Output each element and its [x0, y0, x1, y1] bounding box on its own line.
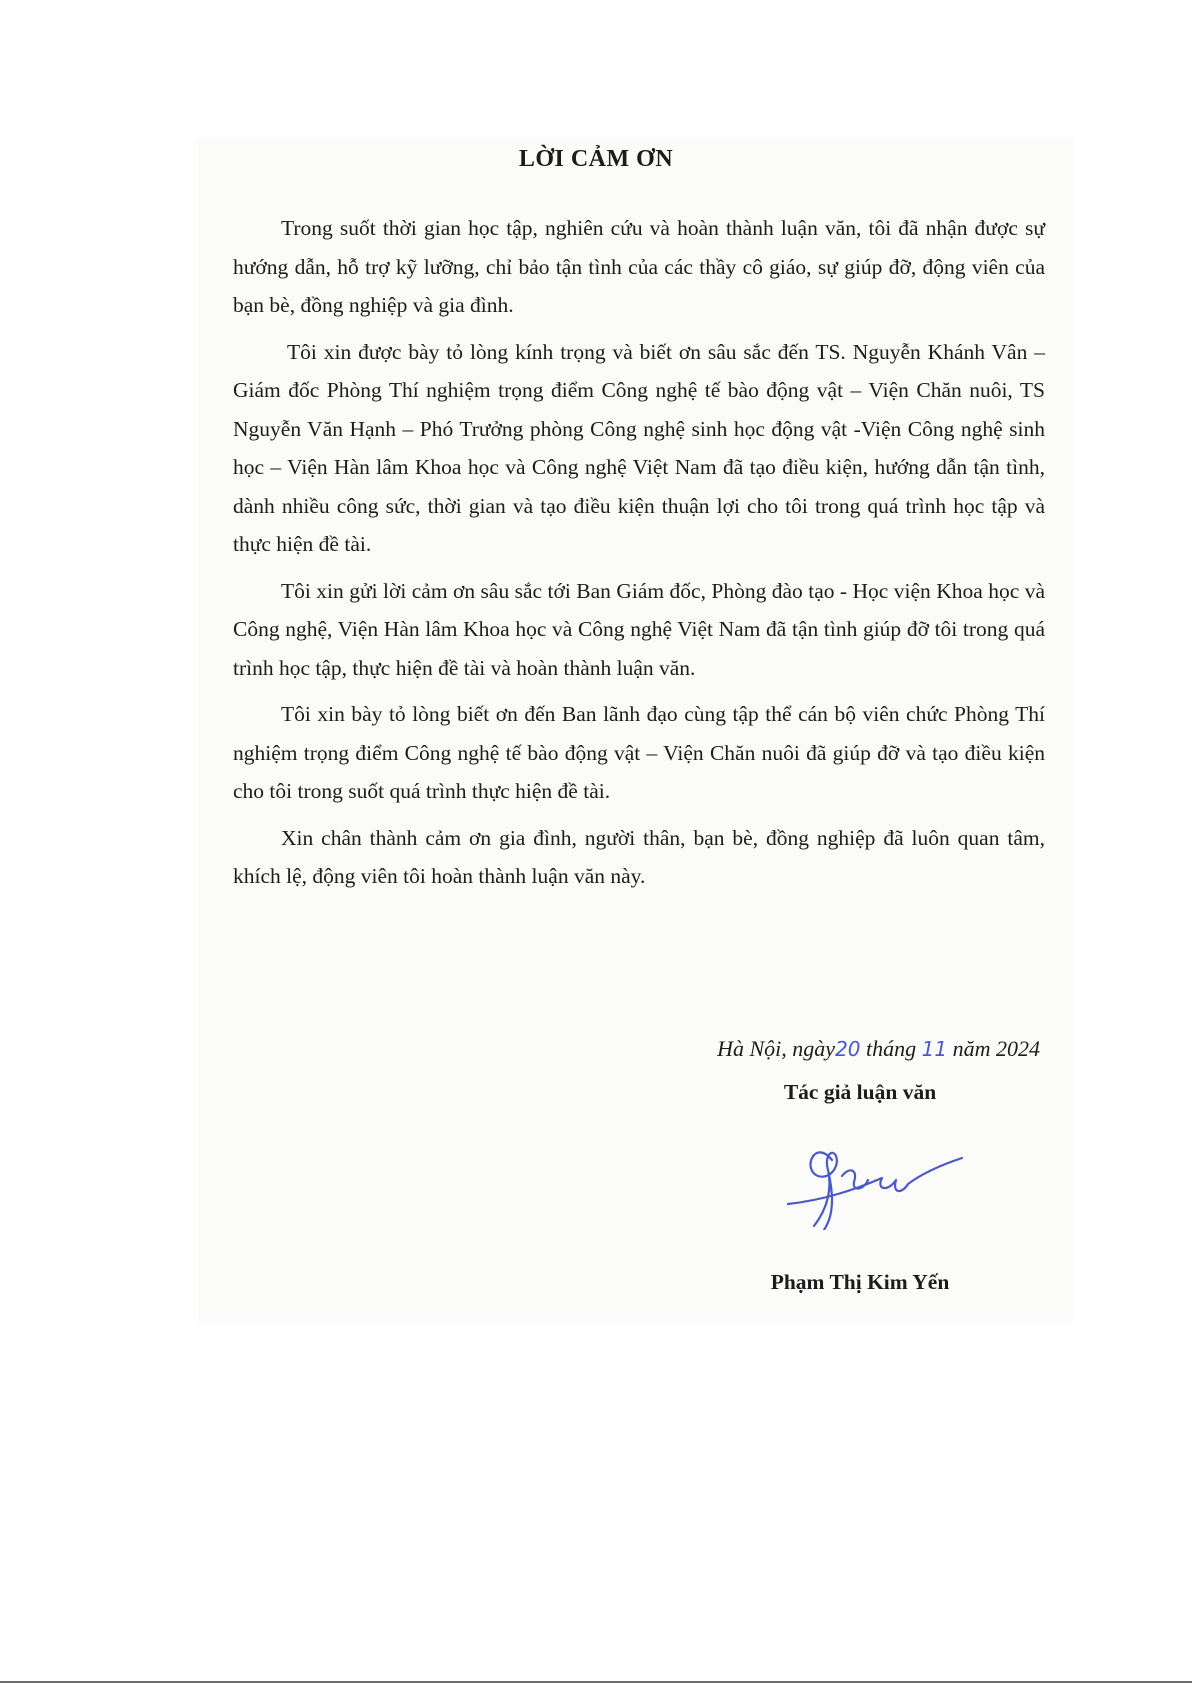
signature-stroke — [788, 1152, 962, 1230]
paragraph: Xin chân thành cảm ơn gia đình, người thân, bạn bè, đồng nghiệp đã luôn quan tâm, khích lệ, động viên tôi hoàn thành luận văn này. — [233, 825, 1045, 888]
signature-drawing — [784, 1130, 964, 1230]
acknowledgement-body — [233, 209, 1045, 904]
date-line — [600, 1036, 1040, 1062]
page-title: LỜI CẢM ƠN — [518, 146, 674, 172]
date-month-handwritten: 11 — [921, 1037, 948, 1061]
page-bottom-border — [0, 1681, 1192, 1683]
paragraph: Tôi xin bày tỏ lòng biết ơn đến Ban lãnh đạo cùng tập thể cán bộ viên chức Phòng Thí nghiệm trọng điểm Công nghệ tế bào động vật – Viện Chăn nuôi đã giúp đỡ và tạo điều kiện cho tôi trong suốt quá trình thực hiện đề tài. — [233, 702, 1045, 803]
paragraph: Tôi xin gửi lời cảm ơn sâu sắc tới Ban Giám đốc, Phòng đào tạo - Học viện Khoa học và Công nghệ, Viện Hàn lâm Khoa học và Công nghệ Việt Nam đã tận tình giúp đỡ tôi trong quá trình học tập, thực hiện đề tài và hoàn thành luận văn. — [233, 578, 1045, 680]
date-year: năm 2024 — [952, 1036, 1040, 1061]
paragraph: Tôi xin được bày tỏ lòng kính trọng và biết ơn sâu sắc đến TS. Nguyễn Khánh Vân – Giám đốc Phòng Thí nghiệm trọng điểm Công nghệ tế bào động vật – Viện Chăn nuôi, TS Nguyễn Văn Hạnh – Phó Trưởng phòng Công nghệ sinh học động vật -Viện Công nghệ sinh học – Viện Hàn lâm Khoa học và Công nghệ Việt Nam đã tạo điều kiện, hướng dẫn tận tình, dành nhiều công sức, thời gian và tạo điều kiện thuận lợi cho tôi trong quá trình học tập và thực hiện đề tài. — [233, 339, 1045, 556]
signature — [784, 1130, 964, 1230]
date-prefix: Hà Nội, ngày — [717, 1036, 836, 1061]
paragraph: Trong suốt thời gian học tập, nghiên cứu và hoàn thành luận văn, tôi đã nhận được sự hướng dẫn, hỗ trợ kỹ lưỡng, chỉ bảo tận tình của các thầy cô giáo, sự giúp đỡ, động viên của bạn bè, đồng nghiệp và gia đình. — [233, 216, 1045, 317]
date-day-handwritten: 20 — [835, 1037, 861, 1061]
author-title: Tác giả luận văn — [783, 1080, 937, 1104]
author-name: Phạm Thị Kim Yến — [770, 1270, 950, 1294]
date-month-label: tháng — [866, 1036, 917, 1061]
